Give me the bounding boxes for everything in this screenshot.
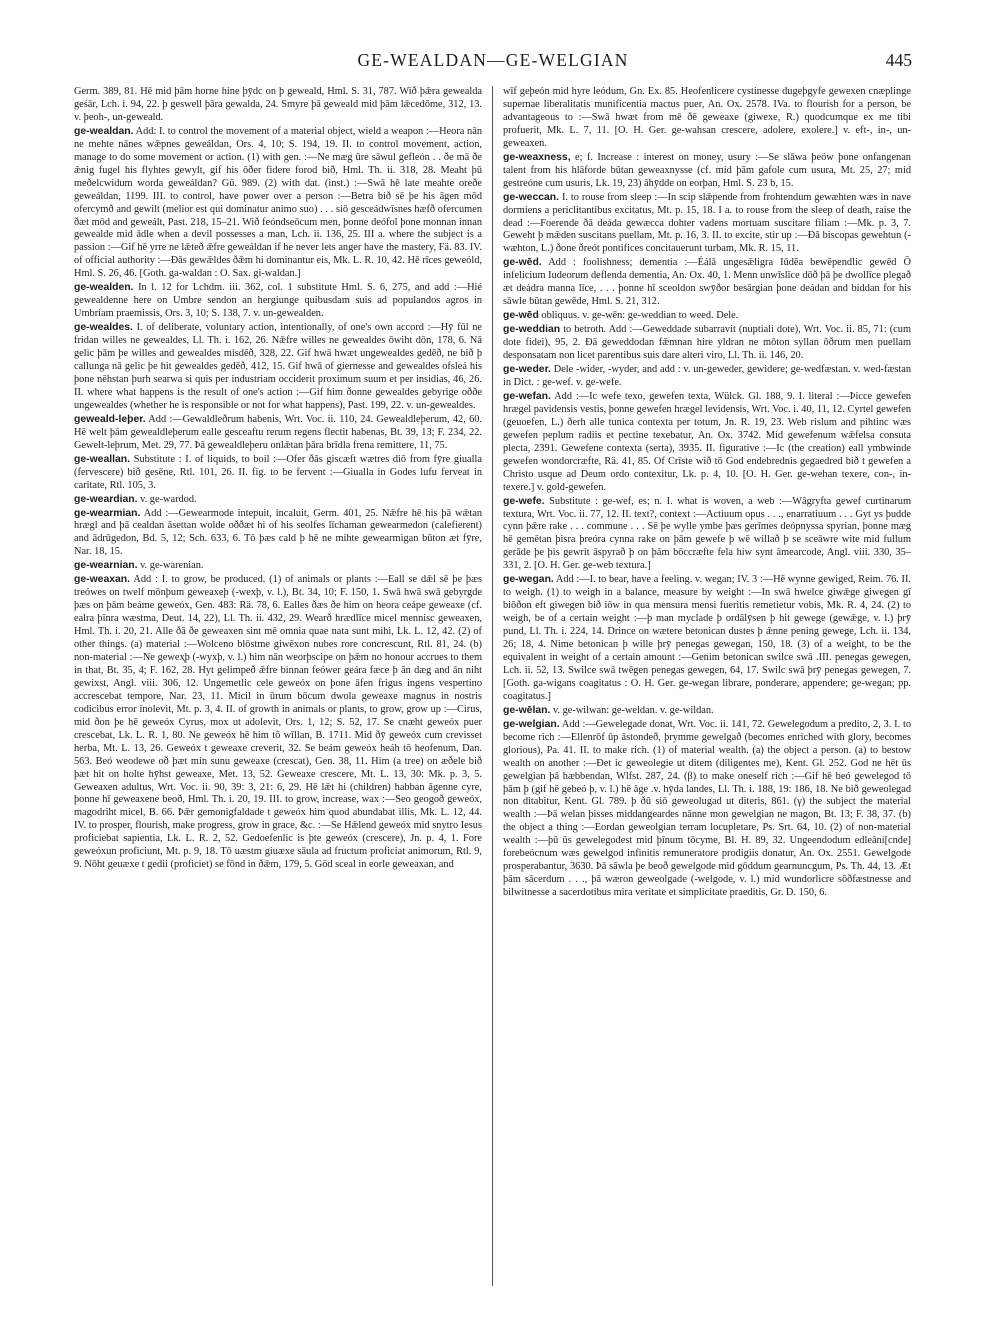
- dictionary-entry: [503, 324, 911, 363]
- entry-headword: ge-weaxness,: [503, 151, 571, 163]
- dictionary-entry: [74, 560, 482, 573]
- entry-text: I. of deliberate, voluntary action, intentionally, of one's own accord :—Hȳ fūl ne fridan willes ne gewealdes, Ll. Th. i. 162, 26. Nǣfre willes ne gewealdes ōwiht dōn, 178, 6. Nā gelic þām þe willes and gewealdes misdēð, 328, 22. Gif hwā hwæt ungewealdes gedēð, ne bið þ callunga nā gelic þe hit gewealdes gedēð, 412, 15. Gif hwā of giernesse and gewealdes ofsleá his þone nēhstan þurh searwa si quis per industriam occiderit proximum suum et per insidias, 46, 26. II. where what happens is the result of one's action :—Gif him ðonne gewealdes gebyrige oððe ungewealdes (whether he is responsible or not for what happens), Past. 199, 22. v. un-gewealdes.: [74, 322, 482, 411]
- entry-headword: ge-welgian.: [503, 718, 560, 730]
- dictionary-entry: [74, 508, 482, 560]
- entry-text: Dele -wider, -wyder, and add : v. un-geweder, gewidere; ge-wedfæstan. v. wed-fæstan in Dict. : ge-wef. v. ge-wefe.: [503, 364, 911, 388]
- entry-text: Add: I. to control the movement of a material object, wield a weapon :—Heora nān ne mehte nānes wǣpnes geweáldan, Ors. 4, 10; S. 194, 19. II. to control movement, action, manage to do some movement or action. (1) with gen. :—Ne mæg ūre sāwul gefleón . . ðe mā ðe ǣnig fugel his flyhtes gewylt, gif his ōðer fidere forod bið, Hml. Th. ii. 318, 28. Meaht þū meðelcwidum worda geweáldan? Gū. 989. (2) with dat. (inst.) :—Swā hē late meahte oreðe geweáldan, 1199. III. to control, have power over a person :—Betra bið sē þe his āgen mōd ofercymð and gewilt (melior est qui dominatur animo suo) . . . siō gesceádwīsnes hæfð ofercumen ðæt mōd and geweált, Past. 218, 15–21. Wið feóndseōcum men, þonne deófol þone monnan innan gewealde mid ādle when a devil possesses a man, Lch. ii. 136, 25. III a. where the subject is a passion :—Gif hē yrre ne lǣteð ǣfre geweáldan if he never lets anger have the mastery, Fä. 83. IV. of official authority :—Ðās gewǣldes ðǣm hi dominantur eis, Mk. L. R. 10, 42. Hē rīces geweóld, Hml. S. 26, 46. [Goth. ga-waldan : O. Sax. gi-waldan.]: [74, 125, 482, 280]
- dictionary-entry: [74, 574, 482, 872]
- entry-headword: ge-wealden.: [74, 282, 134, 294]
- entry-text: Add : I. to grow, be produced. (1) of animals or plants :—Eall se dǣl sē þe þæs treówes on twelf mōnþum geweaxeþ (-wexþ, v. l.), Bt. 34, 10; F. 150, 1. Swā hwā swā gebyrgde þæs on þām beáme geweóx, Gen. 483: Rä. 78, 6. Ealles ðæs ðe him on heora ceápe geweaxe (cf. ealra þīnra wæstma, Deut. 14, 22), Ll. Th. ii. 432, 29. Wearð hrædlīce micel mennisc geweaxen, Hml. Th. i. 20, 21. Alle ðā ðe geweaxen sint mē omnia quae nata sunt mihi, Lk. L. 12, 42. (2) of other things. (a) material :—Wolcenо blōstme giwēxon nubes rore concrescunt, Rtl. 81, 24. (b) non-material :—Ne geweҳþ (-wyxþ, v. l.) him nān weorþscipe on þǣm no honour accrues to them in that, Bt. 35, 4; F. 162, 28. Hyt gelimpeð ǣfre binnan feówer geára fæce þ ān dæg and ān niht gewixst, Angl. viii. 306, 12. Ungemetlic cele geweóx on þone āfen frigus ingens vespertino accrescebat tempore, Nar. 23, 11. Micil in ūrum bōcum dwola geweaxe magnus in nostris codicibus error inolevit, Mt. p. 3, 4. II. of growth in animals or plants, to grow, grow up :—Cirus, mid ðon þe hē geweóx Cyrus, mox ut adolevit, Ors. 1, 12; S. 52, 17. Se cnæht geweóx puer crescebat, Lk. L. R. 1, 80. Ne geweóx hē him tō wīllan, B. 1711. Mid ðȳ geweóx cum crevisset herba, Mt. L. 13, 26. Geweóx t geweaxe creverit, 32. Se beám geweóx heáh tō heofenum, Dan. 563. Beó weodewe oð þæt min sunu geweaxe (crescat), Gen. 38, 11. Him (a tree) on æðele bið þæt hit on holte hȳhst geweaxe, Met. 13, 52. Geweaxe crescere, Mt. L. 13, 30: Mk. p. 3, 5. Geweaxen adultus, Wrt. Voc. ii. 90, 39: 3, 21: 6, 29. Hē lǣt hi (children) habban āgenne cyre, þonne hī geweaxene beoð, Hml. Th. i. 20, 19. III. to grow, increase, wax :—Seo geogoð geweóx, magodriht micel, B. 66. Þǣr gemonigfaldade t geweóx him quod abundabat illis, Mk. L. 12, 44. IV. to prosper, flourish, make progress, grow in grace, &c. :—Se Hǣlend geweóx mid snytro Iesus proficiebat sapientia, Lk. L. R. 2, 52. Gedoefenlic is þte geweóx (crescere), Jn. p. 4, 1. Fore geweóxun proficiunt, Mt. p. 9, 18. Tō uæstm giuæxe sāula ad fructum proficiat animorum, Rtl. 9, 9. Nōht geuæxe t gedii (proficiet) se fōnd in ðǣm, 179, 5. Gōd sceal in eorle geweaxan, and: [74, 574, 482, 871]
- entry-headword: ge-weccan.: [503, 191, 560, 203]
- entry-text: Add : foolishness; dementia :—Éálā ungesǣligra Iūdēa bewēpendlic gewēd Ō infelicium Iudeorum deflenda dementia, An. Ox. 40, 1. Menn unwīslīce dōð þā þe dwollīce plegað æt deádra manna līce, . . . þonne hī sceoldon swȳðor besārgian þone deádan and biddan for his sāwle būtan gewēde, Hml. S. 21, 312.: [503, 257, 911, 308]
- right-column: [503, 86, 911, 1296]
- dictionary-entry: [503, 86, 911, 151]
- column-divider: [492, 86, 493, 1286]
- dictionary-entry: [503, 192, 911, 257]
- dictionary-entry: [503, 719, 911, 900]
- page-number: 445: [885, 50, 912, 70]
- entry-headword: ge-wefan.: [503, 390, 551, 402]
- running-head: GE-WEALDAN—GE-WELGIAN: [357, 50, 629, 70]
- entry-text: obliquus. v. ge-wēn: ge-weddian to weed. Dele.: [541, 310, 739, 322]
- entry-headword: ge-wearmian.: [74, 507, 141, 519]
- dictionary-entry: [503, 391, 911, 495]
- dictionary-entry: [503, 310, 911, 323]
- entry-headword: ge-wealdan.: [74, 125, 134, 137]
- entry-text: v. ge-wilwan: ge-weldan. v. ge-wildan.: [552, 704, 714, 716]
- entry-headword: ge-wefe.: [503, 495, 545, 507]
- dictionary-entry: [74, 454, 482, 493]
- dictionary-entry: [503, 705, 911, 718]
- dictionary-entry: [503, 257, 911, 309]
- dictionary-entry: [74, 86, 482, 125]
- entry-headword: ge-wēd.: [503, 257, 542, 269]
- entry-headword: ge-wegan.: [503, 574, 554, 586]
- entry-text: to betroth. Add :—Geweddade subarravit (nuptiali dote), Wrt. Voc. ii. 85, 71: (cum dote fidei), 95, 2. Ðā geweddodan fǣmnan hire yldran ne mōton syllan ōðrum men puellam desponsatam non licet parentibus suis dare alteri viro, Ll. Th. ii. 146, 20.: [503, 324, 911, 362]
- left-column: [74, 86, 482, 1296]
- entry-headword: ge-weaxan.: [74, 574, 131, 586]
- entry-headword: geweald-leþer.: [74, 413, 146, 425]
- entry-text: Add :—I. to bear, have a feeling. v. wegan; IV. 3 :—Hē wynne gewiged, Reim. 76. II. to weigh. (1) to weigh in a balance, measure by weight :—In swā hwelce giwǣge giwegen gī biōðon eft giwegen bið iōw in qua mensura mensi fueritis remetietur vobis, Mk. R. 4, 24. (2) to weigh, be of a certain weight :—þ man myclade þ ordālȳsen þ hit gewege (gewǣge, v. l.) þrȳ pund, Ll. Th. i. 224, 14. Drince on wætere betonican dustes þ ǣnne pening gewege, Lch. ii. 134, 26; 18, 4. Nime betonican þ wille þrȳ penegas gewegan, 150, 18. (3) of a weight, to be the equivalent in weight of a certain amount :—Genim betonican swilce swā .III. penegas gewegen, Lch. ii. 52, 13. Swilce swā twēgen penegas gewegen, 64, 17. Swilc swā þrȳ penegas gewegen, 7. [Goth. ga-wigans coagitatus : O. H. Ger. ge-wegan librare, ponderare, appendere; ge-wegan; pp. coagitatus.]: [503, 574, 911, 702]
- entry-text: Add :—Gewearmode intepuit, incaluit, Germ. 401, 25. Nǣfre hē his þā wǣtan hrægl and þā cealdan āsettan wolde oððæt hi of his seolfes līchaman gewearmedon (calefierent) and ādrūgedon, Bd. 5, 12; Sch. 633, 6. Tō þæs cald þ hē ne mihte gewearmigan būton æt fȳre, Nar. 18, 15.: [74, 507, 482, 558]
- entry-headword: ge-wearnian.: [74, 560, 138, 572]
- dictionary-entry: [503, 364, 911, 390]
- entry-text: I. to rouse from sleep :—In scip slǣpende from frohtendum gewæhten wæs in nave dormiens a periclitantibus excitatus, Mt. p. 15, 18. I a. to rouse from the sleep of death, raise the dead :—Foerende ðā deáda gewæcca dohter vadens mortuam suscitare filiam :—Mk. p. 3, 7. Geweht þ mǣden suscitans puellam, Mt. p. 16, 3. II. to excite, stir up :—Ðā biscopas gewehtun (-wæhton, L.) ðone ðreót pontifices concitauerunt turbam, Mk. R. 15, 11.: [503, 191, 911, 255]
- entry-text: Add :—Gewaldleðrum habenis, Wrt. Voc. ii. 110, 24. Gewealdleþerum, 42, 60. Hē welt þām gewealdleþerum ealle gesceaftu rerum regens flectit habenas, Bt. 39, 13; F. 234, 22. Gewelt-leþrum, Met. 29, 77. Þā gewealdleþeru onlǣtan þāra brīdla frena remittere, 11, 75.: [74, 413, 482, 451]
- entry-text: Substitute : I. of liquids, to boil :—Ofer ðās giscæft wætres diō from fȳre giualla (fervescere) bið gesēne, Rtl. 101, 26. II. fig. to be fervent :—Giualla in Godes lufu ferveat in caritate, Rtl. 105, 3.: [74, 453, 482, 491]
- entry-text: wīf geþeón mid hyre leódum, Gn. Ex. 85. Heofenlicere cystinesse dugeþgyfe gewexen cnæplinge supernae liberalitatis munificentia mactus puer, An. Ox. 2578. IVa. to flourish for a person, be advantageous to :—Swā hwæt from mē ðē geweaxe (giwexe, R.) quodcumque ex me tibi profuerit, Mk. L. 7, 11. [O. H. Ger. ge-wahsan crescere, adolere, exolere.] v. eft-, in-, un-geweaxen.: [503, 86, 911, 149]
- entry-text: Substitute : ge-wef, es; n. I. what is woven, a web :—Wāgryfta gewef curtinarum textura, Wrt. Voc. ii. 77, 12. II. text?, context :—Actiuum opus . . ., enarratiuum . . . Gyt ys þudde cynn þǣre rake . . . commune . . . Sē þe wylle ymbe þæs gerīmes deópnyssa spyrian, þonne mæg hē gemētan þisra þreóra cynna rake on þām gewefe þ wē willað þ se sceāwre wite mid fullum gerāde þe þis gewrit āspyrað þ on þām bōccræfte fela hiw synt āmearcode, Angl. viii. 330, 35–331, 2. [O. H. Ger. ge-web textura.]: [503, 495, 911, 572]
- entry-headword: ge-wēlan.: [503, 704, 551, 716]
- dictionary-entry: [74, 494, 482, 507]
- dictionary-entry: [503, 574, 911, 704]
- page-header: [74, 50, 912, 76]
- entry-headword: ge-weddian: [503, 324, 561, 336]
- dictionary-entry: [74, 322, 482, 413]
- dictionary-entry: [503, 152, 911, 191]
- entry-text: Add :—Gewelegade donat, Wrt. Voc. ii. 141, 72. Gewelegodum a predito, 2, 3. I. to become rich :—Ellenrōf ūp āstondeð, þrymme gewelgað (becomes enriched with glory, becomes glorious), Pa. 41. II. to make rich. (1) of material wealth. (a) the object a person. (a) to bestow wealth on another :—Ðet ic geweolegie ut ditem (diligentes me), Kent. Gl. 252. God ne hēt ūs gewelgian þā hæbbendan, Wlfst. 287, 24. (β) to make oneself rich :—Gif hē beó gewelegod tō þām þ (gif hē gebeó þ, v. l.) hē āge .v. hȳda landes, Ll. Th. i. 188, 19: 186, 18. Ne bið geweolegad non ditabitur, Kent. Gl. 789. þ ðū siō geweolugad ut diteris, 861. (γ) the subject the material wealth :—Þā welan þisses middangeardes nānne mon gewelgian ne magon, Bt. 13; F. 38, 37. (b) the object a thing :—Eordan geweolgian terram locupletare, Ps. Srt. 64, 10. (2) of non-material wealth :—þū ūs gewelegodest mid þīnum tōcyme, Bl. H. 89, 32. Ungeendodum edleāni[cnde] forebeócnum wæs gewelgod infinitis remuneratore prodigiis donatur, An. Ox. 2551. Gewelgode prosperabantur, 3630. Þā sāwla þe beoð gewelgode mid gōddum gearnuncgum, Ps. Th. 44, 13. Æt þām sācerdum . . ., þā wæron geweolgade (-welgode, v. l.) mid wundorlicre sōðfæstnesse and bilwitnesse a sacerdotibus mira veritate et simplicitate praeditis, Gr. D. 150, 6.: [503, 718, 911, 899]
- entry-text: e; f. Increase : interest on money, usury :—Se slāwa þeów þone onfangenan talent from his hlāforde būtan geweaxnysse (cf. mid þām gafole cum usura, Mt. 25, 27; mid gestreóne cum usuris, Lk. 19, 23) āhȳdde on eorþan, Hml. S. 23 b, 15.: [503, 151, 911, 189]
- entry-text: v. ge-wardod.: [140, 493, 197, 505]
- entry-text: In l. 12 for Lchdm. iii. 362, col. 1 substitute Hml. S. 6, 275, and add :—Hié gewealdenne here on Umbre sendon an hergiunge quibusdam suis ad populandos agros in Umbriam praemissis, Ors. 3, 10; S. 138, 7. v. un-gewealden.: [74, 282, 482, 320]
- dictionary-entry: [74, 282, 482, 321]
- entry-headword: ge-weallan.: [74, 453, 131, 465]
- entry-text: v. ge-warenian.: [140, 560, 204, 572]
- entry-text: Add :—Ic wefe texo, gewefen texta, Wülck. Gl. 188, 9. I. literal :—Þicce gewefen hrægel pavidensis vestis, þonne gewefen hrægel levidensis, Wrt. Voc. i. 40, 11, 12. Cyrtel gewefen (geuoefen, L.) ðerh alle tunica contexta per totum, Jn. R. 19, 23. Web rislum and pihtinc wæs gewefen peplum radiis et pectine texebatur, An. Ox. 3742. Mid gewefenum wǣfelsa consuta plecta, 2391. Gewefene contexta (serta), 3935. II. figurative :—Ic (the creation) eall ymbwinde gewefen wondorcræfte, Rä. 41, 85. Of Crīste wið tō God endebrednis gegaedred bið t gewefen a Christo usque ad Deum ordo contexitur, Lk. p. 4, 10. [O. H. Ger. ge-wehan texere, con-, in-texere.] v. gold-gewefen.: [503, 390, 911, 493]
- dictionary-entry: [74, 414, 482, 453]
- dictionary-entry: [74, 126, 482, 281]
- entry-headword: ge-weder.: [503, 364, 551, 376]
- entry-text: Germ. 389, 81. Hē mid þām horne hine þȳdc on þ geweald, Hml. S. 31, 787. Wið þǣra gewealda geśār, Lch. i. 94, 22. þ geswell þāra gewalda, 24. Smyre þā geweald mid þām lǣcedōme, 312, 13. v. þeoh-, un-geweald.: [74, 86, 482, 123]
- dictionary-entry: [503, 496, 911, 574]
- entry-headword: ge-weardian.: [74, 493, 138, 505]
- entry-headword: ge-wealdes.: [74, 322, 133, 334]
- entry-headword: ge-wēd: [503, 310, 539, 322]
